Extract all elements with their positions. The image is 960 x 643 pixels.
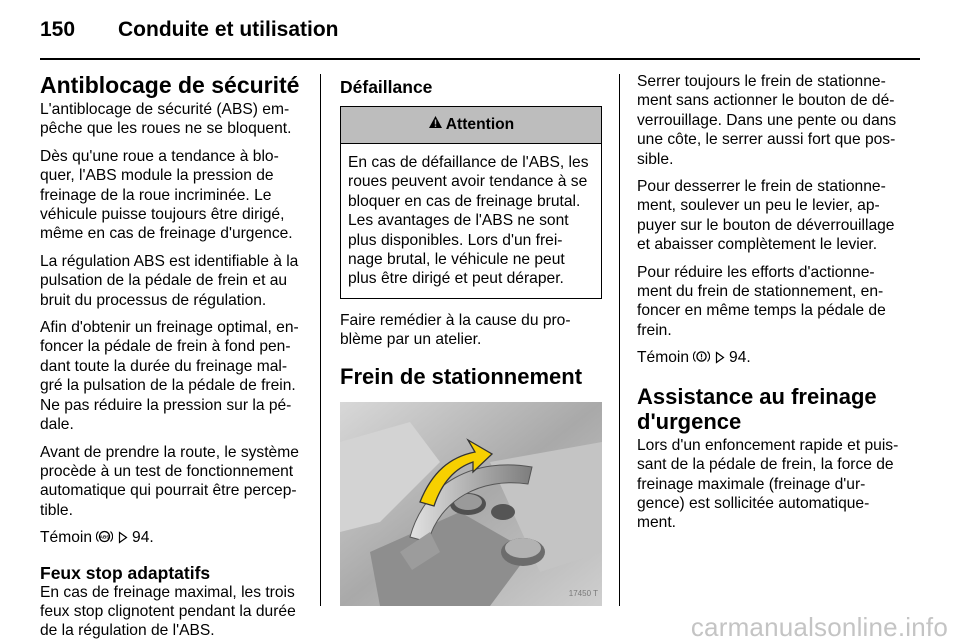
feux-stop-title: Feux stop adaptatifs	[40, 562, 211, 583]
abs-temoin-reference: 94.	[132, 529, 154, 547]
column-divider-1	[320, 74, 321, 606]
chapter-title: Conduite et utilisation	[118, 18, 339, 41]
abs-warning-light-icon	[96, 529, 113, 549]
abs-paragraph-3: La régulation ABS est identifiable à la pulsation de la pédale de frein et au bruit du processus de régulation.	[40, 252, 299, 309]
brake-warning-light-icon	[693, 349, 710, 369]
column-1	[40, 72, 303, 641]
warning-text: En cas de défaillance de l'ABS, les roues peuvent avoir tendance à se bloquer en cas de freinage brutal. Les avantages de l'ABS ne sont plus disponibles. Lors d'un frei-nage brutal, le véhicule ne peut plus être dirigé et peut déraper.	[348, 154, 589, 288]
assistance-title-line-2: d'urgence	[637, 408, 742, 434]
frein-paragraph-2: Pour desserrer le frein de stationne-ment, soulever un peu le levier, ap-puyer sur le bouton de déverrouillage et abaisser complètement le levier.	[637, 178, 895, 254]
defaillance-paragraph: Faire remédier à la cause du pro-blème par un atelier.	[340, 311, 571, 349]
watermark: carmanualsonline.info	[690, 612, 948, 642]
column-2	[340, 72, 602, 606]
parking-brake-photo	[340, 402, 602, 606]
frein-paragraph-3: Pour réduire les efforts d'actionne-ment du frein de stationnement, en-foncer en même temps la pédale de frein.	[637, 263, 886, 339]
abs-paragraph-4: Afin d'obtenir un freinage optimal, en-foncer la pédale de frein à fond pen-dant toute la durée du freinage mal-gré la pulsation de la pédale de frein. Ne pas réduire la pression sur la pé-dale.	[40, 319, 299, 434]
abs-paragraph-1: L'antiblocage de sécurité (ABS) em-pêche que les roues ne se bloquent.	[40, 101, 292, 138]
abs-temoin-line	[40, 528, 303, 549]
page-reference-icon	[715, 350, 725, 369]
frein-paragraph-1: Serrer toujours le frein de stationne-ment sans actionner le bouton de dé-verrouillage. Dans une pente ou dans une côte, le serrer aussi fort que pos-sible.	[637, 73, 897, 168]
frein-stationnement-title: Frein de stationnement	[340, 363, 583, 389]
abs-paragraph-5: Avant de prendre la route, le système procède à un test de fonctionnement automatique qui pourrait être percep-tible.	[40, 443, 299, 519]
frein-temoin-label: Témoin	[637, 349, 689, 367]
warning-header	[341, 107, 601, 144]
svg-text:ABS: ABS	[99, 534, 110, 540]
page-reference-icon	[118, 530, 128, 549]
page-header	[40, 18, 920, 48]
warning-triangle-icon	[428, 115, 446, 134]
warning-box	[340, 106, 602, 299]
defaillance-title: Défaillance	[340, 77, 433, 97]
column-3	[637, 72, 900, 533]
page-number: 150	[40, 18, 76, 41]
warning-title: Attention	[445, 116, 515, 134]
assistance-freinage-title	[637, 384, 900, 434]
photo-code: 17450 T	[568, 589, 598, 599]
feux-stop-paragraph: En cas de freinage maximal, les trois feux stop clignotent pendant la durée de la régulation de l'ABS.	[40, 583, 296, 640]
frein-temoin-line	[637, 348, 900, 369]
assistance-paragraph: Lors d'un enfoncement rapide et puis-sant de la pédale de frein, la force de freinage maximale (freinage d'ur-gence) est sollicitée automatique-ment.	[637, 436, 899, 532]
abs-paragraph-2: Dès qu'une roue a tendance à blo-quer, l'ABS module la pression de freinage de la roue incriminée. Le véhicule puisse toujours être dirigé, même en cas de freinage d'urgence.	[40, 147, 293, 243]
abs-section-title: Antiblocage de sécurité	[40, 72, 300, 98]
frein-temoin-reference: 94.	[729, 349, 751, 367]
header-divider	[40, 58, 920, 60]
column-divider-2	[619, 74, 620, 606]
abs-temoin-label: Témoin	[40, 529, 92, 547]
assistance-title-line-1: Assistance au freinage	[637, 383, 877, 409]
